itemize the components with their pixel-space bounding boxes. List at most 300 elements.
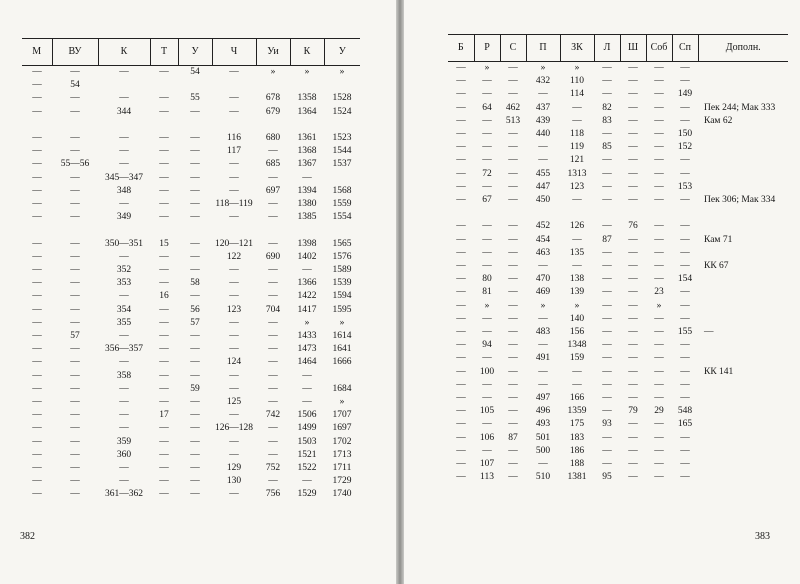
table-cell: — bbox=[628, 129, 638, 140]
table-cell: — bbox=[628, 287, 638, 298]
table-cell: » bbox=[304, 67, 310, 77]
table-cell: — bbox=[70, 93, 80, 104]
table-cell: — bbox=[70, 383, 80, 394]
table-cell: — bbox=[159, 449, 169, 460]
table-cell: — bbox=[456, 89, 466, 100]
table-cell: — bbox=[70, 397, 80, 408]
table-cell: — bbox=[482, 327, 492, 338]
table-cell: — bbox=[628, 195, 638, 206]
table-row bbox=[448, 234, 788, 247]
table-cell: 113 bbox=[480, 472, 494, 483]
table-cell: 1537 bbox=[332, 159, 352, 170]
table-cell: 56 bbox=[190, 304, 200, 315]
table-cell: 106 bbox=[479, 432, 495, 443]
page-number-right: 383 bbox=[755, 531, 770, 542]
table-cell: — bbox=[482, 234, 492, 245]
table-cell: 1367 bbox=[297, 159, 317, 170]
table-row bbox=[22, 475, 360, 488]
table-cell: — bbox=[482, 115, 492, 126]
table-cell: — bbox=[268, 436, 278, 447]
table-cell: — bbox=[32, 93, 42, 104]
right-page bbox=[404, 0, 800, 584]
table-cell: 1385 bbox=[297, 212, 317, 223]
table-cell bbox=[672, 207, 698, 220]
table-cell: — bbox=[602, 327, 612, 338]
table-row bbox=[448, 445, 788, 458]
table-cell: — bbox=[654, 221, 664, 232]
table-row bbox=[22, 66, 360, 80]
table-cell: — bbox=[654, 419, 664, 430]
table-cell: — bbox=[508, 76, 518, 87]
table-cell: — bbox=[572, 234, 582, 245]
book-gutter bbox=[396, 0, 404, 584]
table-cell: 510 bbox=[535, 472, 551, 483]
table-cell: 501 bbox=[535, 432, 551, 443]
table-cell: — bbox=[602, 300, 612, 311]
table-cell: — bbox=[159, 106, 169, 117]
table-cell: 130 bbox=[226, 476, 242, 487]
table-cell: — bbox=[482, 379, 492, 390]
table-cell: — bbox=[159, 317, 169, 328]
table-cell bbox=[324, 119, 360, 132]
table-row bbox=[448, 75, 788, 88]
table-cell: 679 bbox=[265, 106, 281, 117]
table-row bbox=[22, 198, 360, 211]
table-cell: — bbox=[70, 436, 80, 447]
table-cell: — bbox=[32, 410, 42, 421]
table-cell: — bbox=[159, 397, 169, 408]
table-cell: — bbox=[482, 221, 492, 232]
table-cell bbox=[150, 224, 178, 237]
table-cell: — bbox=[32, 199, 42, 210]
table-cell: КК 67 bbox=[704, 261, 729, 272]
table-cell bbox=[526, 207, 560, 220]
table-row bbox=[448, 168, 788, 181]
table-cell: 437 bbox=[535, 102, 551, 113]
table-cell: 183 bbox=[569, 432, 585, 443]
table-cell bbox=[698, 168, 788, 181]
table-cell: — bbox=[119, 291, 129, 302]
table-cell: 361—362 bbox=[105, 489, 143, 500]
table-cell bbox=[290, 79, 324, 92]
table-cell: 1366 bbox=[297, 278, 317, 289]
table-cell: — bbox=[229, 383, 239, 394]
table-cell: — bbox=[482, 129, 492, 140]
table-cell: — bbox=[159, 185, 169, 196]
table-cell: — bbox=[456, 393, 466, 404]
table-cell: — bbox=[602, 195, 612, 206]
table-cell: 1524 bbox=[332, 106, 352, 117]
table-cell: — bbox=[32, 436, 42, 447]
table-row bbox=[448, 339, 788, 352]
table-cell: — bbox=[680, 393, 690, 404]
table-cell: — bbox=[32, 106, 42, 117]
table-cell: 135 bbox=[569, 247, 585, 258]
table-cell: — bbox=[572, 195, 582, 206]
table-row bbox=[22, 132, 360, 145]
table-cell: — bbox=[680, 353, 690, 364]
table-cell: 697 bbox=[265, 185, 281, 196]
table-cell: — bbox=[628, 472, 638, 483]
table-cell: — bbox=[159, 159, 169, 170]
table-cell: — bbox=[190, 185, 200, 196]
table-cell: — bbox=[32, 291, 42, 302]
table-cell bbox=[290, 119, 324, 132]
table-cell: — bbox=[229, 291, 239, 302]
table-cell: 93 bbox=[602, 419, 612, 430]
table-cell: — bbox=[268, 344, 278, 355]
table-cell: — bbox=[680, 168, 690, 179]
table-cell: — bbox=[159, 199, 169, 210]
table-cell: — bbox=[482, 142, 492, 153]
table-cell: — bbox=[70, 291, 80, 302]
table-cell: — bbox=[70, 172, 80, 183]
table-cell: — bbox=[680, 63, 690, 73]
table-cell: — bbox=[508, 142, 518, 153]
table-cell: 54 bbox=[190, 67, 200, 77]
table-cell bbox=[22, 224, 52, 237]
table-cell bbox=[698, 405, 788, 418]
table-cell: — bbox=[680, 300, 690, 311]
table-cell: — bbox=[456, 261, 466, 272]
table-cell: — bbox=[654, 89, 664, 100]
table-cell: — bbox=[456, 115, 466, 126]
table-cell bbox=[698, 471, 788, 484]
table-cell: 119 bbox=[570, 142, 584, 153]
table-cell: 344 bbox=[116, 106, 132, 117]
table-row bbox=[448, 247, 788, 260]
table-cell: — bbox=[680, 287, 690, 298]
table-cell: 16 bbox=[159, 291, 169, 302]
table-cell: — bbox=[654, 472, 664, 483]
table-cell: — bbox=[229, 159, 239, 170]
table-cell: — bbox=[190, 212, 200, 223]
right-table-body bbox=[448, 62, 788, 485]
table-cell: — bbox=[229, 317, 239, 328]
table-cell: — bbox=[190, 370, 200, 381]
table-cell bbox=[698, 181, 788, 194]
table-cell: — bbox=[680, 313, 690, 324]
table-row bbox=[448, 273, 788, 286]
table-cell: 152 bbox=[677, 142, 693, 153]
table-cell: » bbox=[574, 300, 580, 311]
table-cell: — bbox=[538, 379, 548, 390]
table-row bbox=[448, 115, 788, 128]
table-cell: — bbox=[456, 445, 466, 456]
table-cell: 450 bbox=[535, 195, 551, 206]
table-cell: — bbox=[654, 261, 664, 272]
table-cell: — bbox=[680, 234, 690, 245]
table-cell: 123 bbox=[569, 181, 585, 192]
table-cell: » bbox=[540, 63, 546, 73]
table-cell: — bbox=[680, 472, 690, 483]
table-cell: 1729 bbox=[332, 476, 352, 487]
table-row bbox=[22, 185, 360, 198]
table-cell: — bbox=[70, 463, 80, 474]
table-cell: 15 bbox=[159, 238, 169, 249]
table-cell: » bbox=[656, 300, 662, 311]
table-cell: 1506 bbox=[297, 410, 317, 421]
table-row bbox=[448, 326, 788, 339]
table-cell bbox=[500, 207, 526, 220]
table-cell: — bbox=[190, 423, 200, 434]
table-cell: — bbox=[456, 300, 466, 311]
table-cell: — bbox=[538, 155, 548, 166]
table-cell: 95 bbox=[602, 472, 612, 483]
table-cell bbox=[290, 224, 324, 237]
table-cell: — bbox=[508, 366, 518, 377]
table-cell: — bbox=[32, 238, 42, 249]
table-cell: — bbox=[159, 357, 169, 368]
table-cell: 126 bbox=[569, 221, 585, 232]
table-cell: — bbox=[572, 115, 582, 126]
column-header: Ч bbox=[212, 39, 256, 66]
table-cell: — bbox=[628, 366, 638, 377]
table-cell: — bbox=[628, 274, 638, 285]
table-cell: — bbox=[70, 212, 80, 223]
table-cell: 742 bbox=[265, 410, 281, 421]
table-cell: 454 bbox=[535, 234, 551, 245]
table-cell: — bbox=[456, 313, 466, 324]
table-cell: — bbox=[628, 353, 638, 364]
column-header: Т bbox=[150, 39, 178, 66]
table-cell: 439 bbox=[535, 115, 551, 126]
table-cell: — bbox=[654, 432, 664, 443]
table-row bbox=[448, 471, 788, 484]
table-cell: — bbox=[602, 129, 612, 140]
table-cell: 166 bbox=[569, 393, 585, 404]
table-cell: — bbox=[190, 476, 200, 487]
table-cell: — bbox=[70, 106, 80, 117]
table-cell: 1544 bbox=[332, 146, 352, 157]
table-cell: 1565 bbox=[332, 238, 352, 249]
table-cell: — bbox=[70, 238, 80, 249]
table-cell: 139 bbox=[569, 287, 585, 298]
table-cell: — bbox=[680, 221, 690, 232]
table-row bbox=[448, 141, 788, 154]
table-row bbox=[448, 313, 788, 326]
table-cell: 500 bbox=[535, 445, 551, 456]
table-cell: 359 bbox=[116, 436, 132, 447]
table-cell: — bbox=[32, 159, 42, 170]
table-cell: 80 bbox=[482, 274, 492, 285]
table-cell: — bbox=[268, 370, 278, 381]
table-cell: Кам 71 bbox=[704, 234, 733, 245]
table-cell bbox=[698, 154, 788, 167]
table-cell bbox=[256, 224, 290, 237]
column-header: Соб bbox=[646, 35, 672, 62]
table-cell: — bbox=[119, 159, 129, 170]
table-cell: — bbox=[190, 449, 200, 460]
table-cell: 1522 bbox=[297, 463, 317, 474]
table-cell: — bbox=[628, 234, 638, 245]
table-row bbox=[22, 304, 360, 317]
table-cell: — bbox=[508, 221, 518, 232]
table-cell: 1589 bbox=[332, 265, 352, 276]
table-cell: — bbox=[229, 344, 239, 355]
table-cell bbox=[256, 119, 290, 132]
table-cell: — bbox=[268, 331, 278, 342]
table-cell: — bbox=[456, 129, 466, 140]
table-row bbox=[22, 396, 360, 409]
table-cell: » bbox=[484, 300, 490, 311]
table-cell: 94 bbox=[482, 340, 492, 351]
table-cell: — bbox=[32, 304, 42, 315]
table-cell: — bbox=[302, 397, 312, 408]
table-cell: — bbox=[229, 93, 239, 104]
table-cell: — bbox=[602, 76, 612, 87]
table-cell: — bbox=[680, 366, 690, 377]
table-cell: — bbox=[482, 393, 492, 404]
table-cell: — bbox=[508, 181, 518, 192]
table-cell: — bbox=[508, 445, 518, 456]
table-cell bbox=[474, 207, 500, 220]
table-cell: — bbox=[572, 366, 582, 377]
table-cell: — bbox=[229, 370, 239, 381]
table-cell: — bbox=[680, 379, 690, 390]
table-cell: — bbox=[654, 63, 664, 73]
table-cell: 105 bbox=[479, 406, 495, 417]
table-cell: 452 bbox=[535, 221, 551, 232]
table-cell: — bbox=[482, 76, 492, 87]
table-cell bbox=[98, 224, 150, 237]
table-cell: — bbox=[628, 102, 638, 113]
table-cell: — bbox=[159, 423, 169, 434]
table-cell: — bbox=[482, 181, 492, 192]
table-cell: 360 bbox=[116, 449, 132, 460]
table-cell: 1348 bbox=[567, 340, 587, 351]
table-cell: — bbox=[628, 247, 638, 258]
table-cell: — bbox=[628, 313, 638, 324]
table-cell: — bbox=[70, 278, 80, 289]
table-cell: 79 bbox=[628, 406, 638, 417]
table-cell: 85 bbox=[602, 142, 612, 153]
table-row bbox=[22, 277, 360, 290]
table-cell: 1521 bbox=[297, 449, 317, 460]
table-cell: 1499 bbox=[297, 423, 317, 434]
table-row bbox=[22, 119, 360, 132]
table-cell: 1568 bbox=[332, 185, 352, 196]
table-cell: — bbox=[268, 317, 278, 328]
table-cell: — bbox=[482, 247, 492, 258]
table-cell: 1559 bbox=[332, 199, 352, 210]
table-cell: — bbox=[628, 393, 638, 404]
table-cell: — bbox=[302, 383, 312, 394]
table-cell: » bbox=[540, 300, 546, 311]
table-cell: — bbox=[654, 366, 664, 377]
table-cell: — bbox=[572, 102, 582, 113]
table-cell: — bbox=[268, 449, 278, 460]
table-cell: 59 bbox=[190, 383, 200, 394]
table-cell: — bbox=[159, 146, 169, 157]
table-cell bbox=[698, 247, 788, 260]
table-cell: — bbox=[70, 251, 80, 262]
table-cell: — bbox=[159, 212, 169, 223]
table-cell: — bbox=[32, 397, 42, 408]
table-cell: — bbox=[159, 331, 169, 342]
table-cell: — bbox=[680, 195, 690, 206]
table-cell: — bbox=[602, 459, 612, 470]
column-header: П bbox=[526, 35, 560, 62]
table-cell bbox=[698, 88, 788, 101]
table-cell: — bbox=[508, 261, 518, 272]
table-row bbox=[448, 352, 788, 365]
table-cell: — bbox=[508, 63, 518, 73]
table-cell: — bbox=[680, 102, 690, 113]
table-cell: — bbox=[190, 344, 200, 355]
table-cell: — bbox=[456, 327, 466, 338]
table-cell: — bbox=[32, 370, 42, 381]
table-cell bbox=[698, 207, 788, 220]
table-cell bbox=[698, 286, 788, 299]
table-cell bbox=[150, 119, 178, 132]
table-cell: — bbox=[229, 265, 239, 276]
table-cell: 756 bbox=[265, 489, 281, 500]
table-cell: — bbox=[190, 463, 200, 474]
table-cell: — bbox=[190, 489, 200, 500]
table-cell: — bbox=[190, 238, 200, 249]
table-cell: — bbox=[508, 340, 518, 351]
table-cell: — bbox=[119, 251, 129, 262]
table-cell: 150 bbox=[677, 129, 693, 140]
table-cell: — bbox=[190, 251, 200, 262]
table-cell: 72 bbox=[482, 168, 492, 179]
table-cell: — bbox=[654, 274, 664, 285]
table-cell: — bbox=[628, 63, 638, 73]
table-row bbox=[22, 462, 360, 475]
table-cell: — bbox=[190, 172, 200, 183]
table-cell: 1402 bbox=[297, 251, 317, 262]
left-table-body bbox=[22, 66, 360, 502]
table-cell: — bbox=[119, 331, 129, 342]
table-cell bbox=[178, 79, 212, 92]
table-cell: — bbox=[602, 89, 612, 100]
table-cell bbox=[698, 300, 788, 313]
table-row bbox=[448, 181, 788, 194]
table-cell: — bbox=[32, 67, 42, 77]
table-cell: — bbox=[70, 317, 80, 328]
table-cell: 1697 bbox=[332, 423, 352, 434]
table-cell: — bbox=[159, 489, 169, 500]
table-cell: — bbox=[508, 247, 518, 258]
table-cell bbox=[594, 207, 620, 220]
table-cell: 350—351 bbox=[105, 238, 143, 249]
table-cell: — bbox=[32, 331, 42, 342]
table-row bbox=[22, 370, 360, 383]
table-cell: — bbox=[508, 155, 518, 166]
table-cell: — bbox=[119, 357, 129, 368]
table-cell bbox=[698, 458, 788, 471]
table-cell: 1614 bbox=[332, 331, 352, 342]
table-cell: — bbox=[508, 89, 518, 100]
table-cell: — bbox=[482, 313, 492, 324]
table-cell: — bbox=[456, 221, 466, 232]
table-cell: — bbox=[456, 406, 466, 417]
table-cell: » bbox=[304, 317, 310, 328]
table-cell: 100 bbox=[479, 366, 495, 377]
table-cell: — bbox=[190, 331, 200, 342]
column-header: Р bbox=[474, 35, 500, 62]
table-cell: — bbox=[229, 185, 239, 196]
table-cell: — bbox=[482, 155, 492, 166]
table-cell: — bbox=[456, 234, 466, 245]
table-cell: — bbox=[268, 172, 278, 183]
table-cell: — bbox=[32, 344, 42, 355]
table-row bbox=[448, 366, 788, 379]
table-cell: — bbox=[119, 199, 129, 210]
table-cell: — bbox=[456, 340, 466, 351]
table-cell: — bbox=[508, 234, 518, 245]
